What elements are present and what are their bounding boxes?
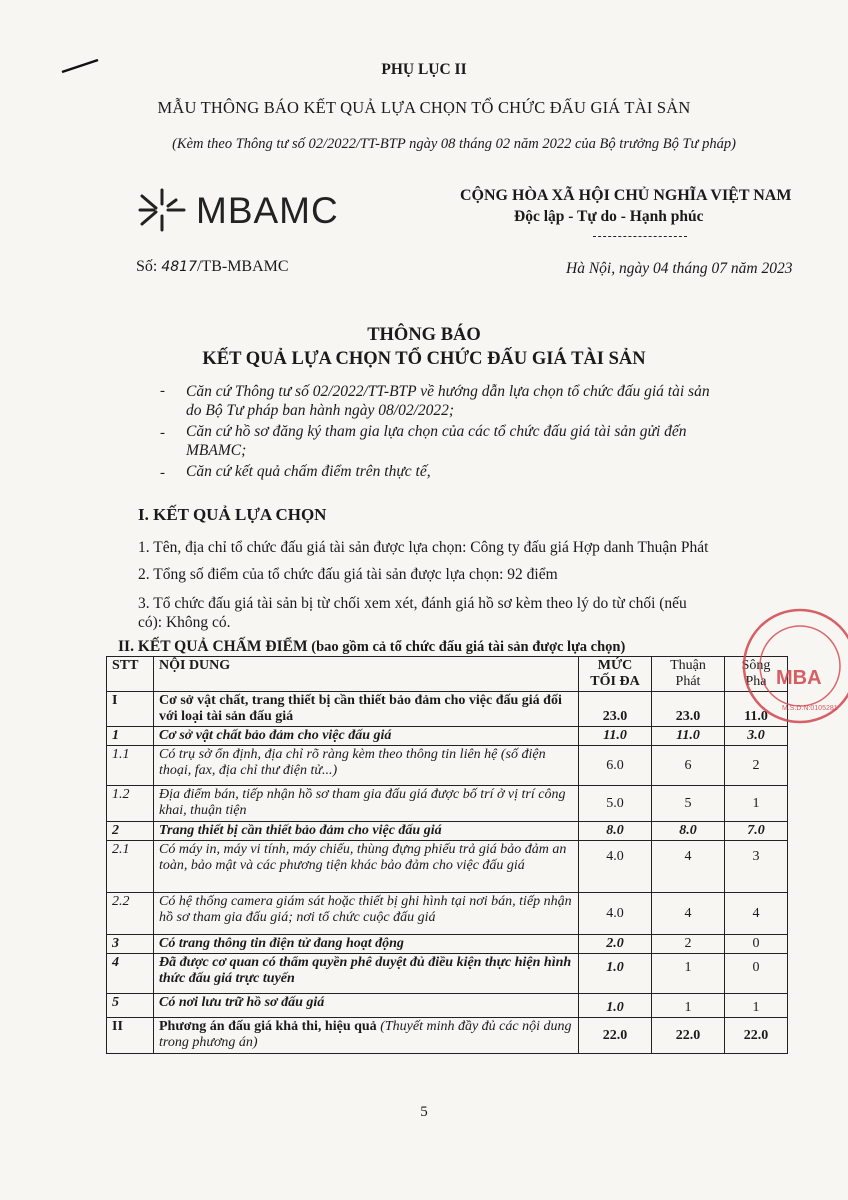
col-thuan-phat: Thuận Phát (652, 657, 725, 692)
form-title: MẪU THÔNG BÁO KẾT QUẢ LỰA CHỌN TỔ CHỨC ĐẤU GIÁ TÀI SẢN (157, 98, 691, 117)
table-row (107, 994, 788, 1018)
row-max: 11.0 (579, 727, 652, 746)
date-place: Hà Nội, ngày (566, 260, 653, 277)
svg-text:M.S.D.N:0105281: M.S.D.N:0105281 (782, 705, 838, 712)
row-stt: II (107, 1018, 154, 1054)
row-song-pha: 11.0 (725, 692, 788, 727)
row-song-pha: 4 (725, 893, 788, 935)
date-month: 07 (711, 260, 728, 277)
table-row (107, 841, 788, 893)
basis-item (186, 462, 756, 481)
section-1-heading: I. KẾT QUẢ LỰA CHỌN (138, 505, 327, 524)
document-number (136, 258, 289, 276)
col-max: MỨC TỐI ĐA (579, 657, 652, 692)
row-song-pha: 2 (725, 746, 788, 786)
table-row (107, 935, 788, 954)
row-max: 2.0 (579, 935, 652, 954)
motto-underline (593, 236, 687, 237)
page-number: 5 (420, 1104, 428, 1120)
row-thuan-phat: 5 (652, 786, 725, 822)
row-max: 23.0 (579, 692, 652, 727)
row-content: Cơ sở vật chất bảo đảm cho việc đấu giá (154, 727, 579, 746)
date-month-label: tháng (668, 260, 712, 277)
row-content: Địa điểm bán, tiếp nhận hồ sơ tham gia đấu giá được bố trí ở vị trí công khai, thuận tiện (154, 786, 579, 822)
row-content: Có hệ thống camera giám sát hoặc thiết bị ghi hình tại nơi bán, tiếp nhận hồ sơ tham gia đấu giá; nơi tổ chức cuộc đấu giá (154, 893, 579, 935)
date-year: năm 2023 (727, 260, 793, 277)
row-thuan-phat: 1 (652, 954, 725, 994)
date-day: 04 (652, 260, 669, 277)
row-song-pha: 0 (725, 935, 788, 954)
table-row (107, 1018, 788, 1054)
row-stt: 1.2 (107, 786, 154, 822)
row-content: Có trang thông tin điện tử đang hoạt động (154, 935, 579, 954)
table-header-row (107, 657, 788, 692)
section-2-heading (118, 638, 625, 656)
notice-title: THÔNG BÁO (367, 325, 481, 345)
col-content: NỘI DUNG (154, 657, 579, 692)
col-stt: STT (107, 657, 154, 692)
basis-line: Căn cứ hồ sơ đăng ký tham gia lựa chọn của các tổ chức đấu giá tài sản gửi đến (186, 423, 687, 440)
row-song-pha: 3.0 (725, 727, 788, 746)
row-stt: 4 (107, 954, 154, 994)
row-song-pha: 1 (725, 994, 788, 1018)
basis-line: do Bộ Tư pháp ban hành ngày 08/02/2022; (186, 402, 455, 419)
basis-line: Căn cứ kết quả chấm điểm trên thực tế, (186, 463, 431, 480)
annex-label: PHỤ LỤC II (381, 61, 467, 78)
svg-text:MBA: MBA (776, 667, 822, 689)
row-max: 1.0 (579, 954, 652, 994)
table-row (107, 893, 788, 935)
row-content: Có nơi lưu trữ hồ sơ đấu giá (154, 994, 579, 1018)
result-item-2: 2. Tổng số điểm của tổ chức đấu giá tài sản được lựa chọn: 92 điểm (138, 566, 558, 583)
row-thuan-phat: 22.0 (652, 1018, 725, 1054)
row-stt: 2.2 (107, 893, 154, 935)
row-thuan-phat: 23.0 (652, 692, 725, 727)
row-song-pha: 1 (725, 786, 788, 822)
result-item-1: 1. Tên, địa chỉ tổ chức đấu giá tài sản được lựa chọn: Công ty đấu giá Hợp danh Thuận Phát (138, 539, 709, 556)
score-table (106, 656, 788, 1054)
row-song-pha: 22.0 (725, 1018, 788, 1054)
row-song-pha: 3 (725, 841, 788, 893)
row-max: 1.0 (579, 994, 652, 1018)
reference-note: (Kèm theo Thông tư số 02/2022/TT-BTP ngày 08 tháng 02 năm 2022 của Bộ trưởng Bộ Tư pháp) (172, 136, 736, 152)
result-item-3: 3. Tổ chức đấu giá tài sản bị từ chối xem xét, đánh giá hồ sơ kèm theo lý do từ chối (nếu (138, 595, 687, 612)
table-row (107, 954, 788, 994)
doc-number-handwritten: 4817 (161, 259, 197, 275)
row-content: Có máy in, máy vi tính, máy chiếu, thùng đựng phiếu trả giá bảo đảm an toàn, bảo mật và các phương tiện khác bảo đảm cho việc đấu giá (154, 841, 579, 893)
row-song-pha: 0 (725, 954, 788, 994)
row-stt: 2 (107, 822, 154, 841)
row-content: Đã được cơ quan có thẩm quyền phê duyệt đủ điều kiện thực hiện hình thức đấu giá trực tuyến (154, 954, 579, 994)
doc-number-suffix: /TB-MBAMC (196, 258, 289, 275)
row-content: Cơ sở vật chất, trang thiết bị cần thiết bảo đảm cho việc đấu giá đối với loại tài sản đấu giá (154, 692, 579, 727)
row-max: 5.0 (579, 786, 652, 822)
basis-item (186, 382, 756, 420)
row-thuan-phat: 4 (652, 841, 725, 893)
row-stt: 1.1 (107, 746, 154, 786)
row-stt: 5 (107, 994, 154, 1018)
row-stt: I (107, 692, 154, 727)
document-date (566, 260, 792, 278)
row-thuan-phat: 4 (652, 893, 725, 935)
row-content (154, 1018, 579, 1054)
table-row (107, 727, 788, 746)
national-motto: Độc lập - Tự do - Hạnh phúc (514, 208, 704, 225)
table-row (107, 822, 788, 841)
table-row (107, 692, 788, 727)
logo-wordmark: MBAMC (196, 190, 339, 231)
row-max: 22.0 (579, 1018, 652, 1054)
row-max: 4.0 (579, 841, 652, 893)
row-thuan-phat: 6 (652, 746, 725, 786)
col-song-pha: Sông Pha (725, 657, 788, 692)
company-seal (736, 606, 848, 726)
mbamc-star-logo-icon (136, 186, 188, 234)
doc-number-prefix: Số: (136, 258, 162, 275)
section-2-note: (bao gồm cả tổ chức đấu giá tài sản được lựa chọn) (307, 639, 626, 655)
row-content: Có trụ sở ổn định, địa chỉ rõ ràng kèm theo thông tin liên hệ (số điện thoại, fax, địa chỉ thư điện tử...) (154, 746, 579, 786)
basis-line: MBAMC; (186, 442, 247, 459)
basis-line: Căn cứ Thông tư số 02/2022/TT-BTP về hướng dẫn lựa chọn tổ chức đấu giá tài sản (186, 383, 710, 400)
row-thuan-phat: 8.0 (652, 822, 725, 841)
row-thuan-phat: 1 (652, 994, 725, 1018)
row-thuan-phat: 11.0 (652, 727, 725, 746)
row-max: 4.0 (579, 893, 652, 935)
basis-item (186, 422, 756, 460)
row-content-main: Phương án đấu giá khả thi, hiệu quả (159, 1019, 377, 1034)
table-row (107, 746, 788, 786)
row-content: Trang thiết bị cần thiết bảo đảm cho việc đấu giá (154, 822, 579, 841)
row-max: 8.0 (579, 822, 652, 841)
bullet-dash: - (160, 425, 165, 441)
section-2-title: II. KẾT QUẢ CHẤM ĐIỂM (118, 638, 308, 655)
bullet-dash: - (160, 383, 165, 399)
table-row (107, 786, 788, 822)
row-thuan-phat: 2 (652, 935, 725, 954)
bullet-dash: - (160, 465, 165, 481)
row-stt: 3 (107, 935, 154, 954)
national-title: CỘNG HÒA XÃ HỘI CHỦ NGHĨA VIỆT NAM (460, 187, 792, 204)
row-max: 6.0 (579, 746, 652, 786)
row-song-pha: 7.0 (725, 822, 788, 841)
result-item-3-cont: có): Không có. (138, 614, 231, 631)
row-stt: 2.1 (107, 841, 154, 893)
notice-subtitle: KẾT QUẢ LỰA CHỌN TỔ CHỨC ĐẤU GIÁ TÀI SẢN (202, 349, 646, 369)
row-content-note: (Thuyết minh đầy đủ các nội dung trong phương án) (159, 1019, 572, 1050)
row-stt: 1 (107, 727, 154, 746)
